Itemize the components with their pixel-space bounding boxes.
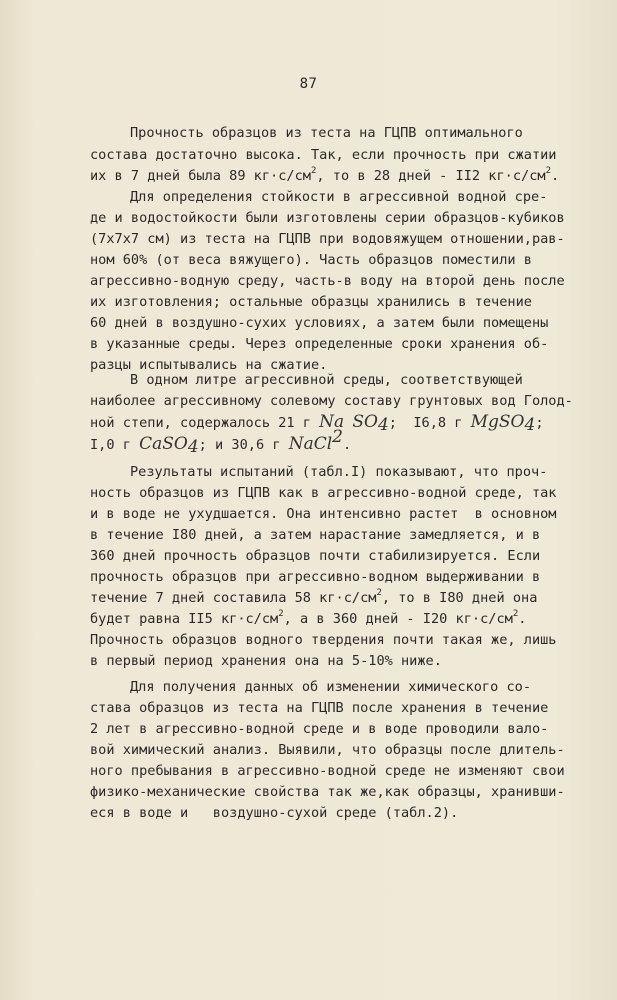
text-line: их изготовления; остальные образцы хранились в течение: [90, 294, 532, 310]
text-line: ность образцов из ГЦПВ как в агрессивно-водной среде, так: [90, 485, 557, 501]
text-line: ном 60% (от веса вяжущего). Часть образцов поместили в: [90, 252, 532, 268]
superscript: 2: [332, 427, 343, 447]
handwritten-formula: NaCl: [288, 434, 333, 454]
text-line: Прочность образцов водного твердения почти такая же, лишь: [90, 632, 557, 648]
text-line-with-units: [90, 588, 537, 608]
text-line: (7x7x7 см) из теста на ГЦПВ при водовяжущем отношении,рав-: [90, 231, 565, 247]
text-line: и в воде не ухудшается. Она интенсивно растет в основном: [90, 506, 557, 522]
text-line: в указанные среды. Через определенные сроки хранения об-: [90, 336, 549, 352]
text-line: 60 дней в воздушно-сухих условиях, а затем были помещены: [90, 315, 549, 331]
text-line: става образцов из теста на ГЦПВ после хранения в течение: [90, 700, 549, 716]
text-fragment: будет равна II5 кг·с/см: [90, 611, 279, 627]
text-line: ного пребывания в агрессивно-водной среде не изменяют свои: [90, 763, 565, 779]
page-number: 87: [299, 76, 318, 92]
salt-composition-line: [90, 427, 352, 457]
text-line: вой химический анализ. Выявили, что образцы после длитель-: [90, 742, 565, 758]
text-line-with-units: [90, 609, 526, 629]
text-line-with-units: [90, 166, 559, 186]
subscript: 4: [187, 437, 199, 457]
text-line: де и водостойкости были изготовлены серии образцов-кубиков: [90, 210, 565, 226]
superscript: 2: [376, 588, 382, 598]
text-fragment: ной степи, содержалось 21 г: [90, 415, 320, 431]
text-line: Прочность образцов из теста на ГЦПВ оптимального: [130, 125, 523, 141]
text-line: в первый период хранения она на 5-10% ниже.: [90, 653, 442, 669]
handwritten-formula: MgSO: [470, 412, 525, 432]
text-fragment: .: [518, 611, 527, 627]
text-line: наиболее агрессивному солевому составу грунтовых вод Голод-: [90, 393, 573, 409]
handwritten-formula: Na: [319, 412, 345, 432]
text-fragment: I,0 г: [90, 437, 140, 453]
superscript: 2: [512, 609, 519, 619]
text-fragment: их в 7 дней была 89 кг·с/см: [90, 168, 311, 184]
text-fragment: ; и 30,6 г: [198, 437, 289, 453]
text-line: прочность образцов при агрессивно-водном выдерживании в: [90, 569, 541, 585]
text-fragment: , то в I80 дней она: [381, 590, 538, 606]
handwritten-formula: SO: [352, 412, 378, 432]
text-line: разцы испытывались на сжатие.: [90, 357, 328, 373]
subscript: 4: [524, 415, 536, 435]
text-line: еся в воде и воздушно-сухой среде (табл.2).: [90, 805, 459, 821]
text-line: Результаты испытаний (табл.I) показывают, что проч-: [130, 464, 548, 480]
text-fragment: , то в 28 дней - II2 кг·с/см: [316, 168, 546, 184]
salt-composition-line: [90, 412, 544, 433]
text-fragment: , а в 360 дней - I20 кг·с/см: [283, 611, 513, 627]
text-fragment: .: [550, 168, 560, 184]
superscript: 2: [310, 166, 317, 176]
text-line: в течение I80 дней, а затем нарастание замедляется, и в: [90, 527, 541, 543]
text-line: 2 лет в агрессивно-водной среде и в воде проводили вало-: [90, 721, 549, 737]
handwritten-formula: CaSO: [139, 434, 188, 454]
text-fragment: течение 7 дней составила 58 кг·с/см: [90, 590, 377, 606]
text-fragment: ;: [535, 415, 544, 431]
text-line: агрессивно-водную среду, часть-в воду на второй день после: [90, 273, 565, 289]
text-line: В одном литре агрессивной среды, соответствующей: [130, 372, 523, 388]
superscript: 2: [545, 166, 551, 176]
text-line: Для определения стойкости в агрессивной водной сре-: [130, 189, 548, 205]
text-fragment: .: [343, 437, 352, 453]
text-line: Для получения данных об изменении химического со-: [130, 679, 532, 695]
text-fragment: ; I6,8 г: [388, 415, 471, 431]
text-line: физико-механические свойства так же,как образцы, хранивши-: [90, 784, 565, 800]
text-line: состава достаточно высока. Так, если прочность при сжатии: [90, 147, 557, 163]
text-line: 360 дней прочность образцов почти стабилизируется. Если: [90, 548, 541, 564]
subscript: 4: [377, 415, 389, 435]
superscript: 2: [278, 609, 284, 619]
